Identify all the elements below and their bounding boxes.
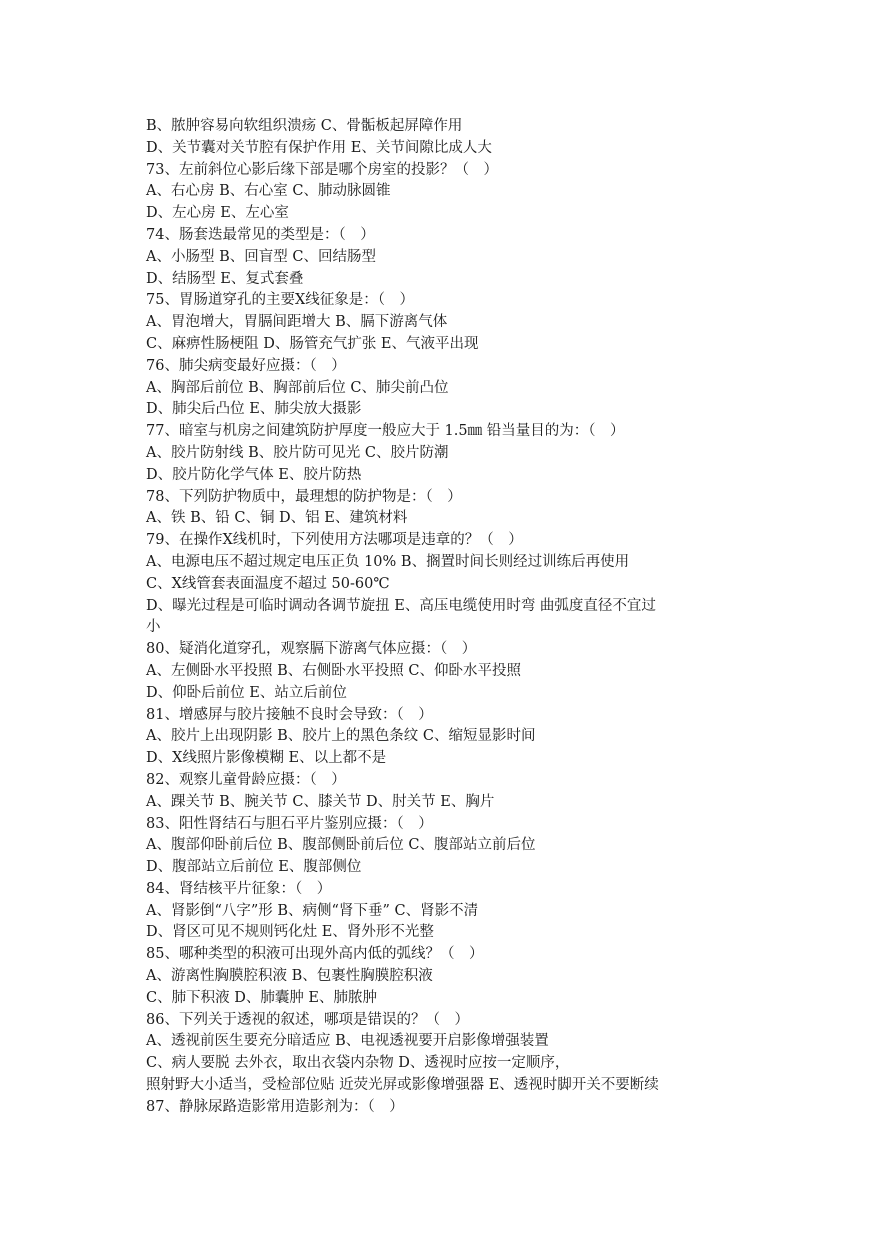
text-line: A、胃泡增大，胃膈间距增大 B、膈下游离气体 bbox=[146, 314, 448, 331]
text-line: D、曝光过程是可临时调动各调节旋扭 E、高压电缆使用时弯 曲弧度直径不宜过 bbox=[146, 597, 656, 614]
question-87: 87、静脉尿路造影常用造影剂为：（ ） bbox=[146, 1098, 404, 1115]
text-line: A、电源电压不超过规定电压正负 10% B、搁置时间长则经过训练后再使用 bbox=[146, 553, 630, 570]
question-83: 83、阳性肾结石与胆石平片鉴别应摄：（ ） bbox=[146, 815, 433, 832]
text-line: D、肺尖后凸位 E、肺尖放大摄影 bbox=[146, 401, 362, 418]
question-74: 74、肠套迭最常见的类型是：（ ） bbox=[146, 226, 375, 243]
text-line: C、肺下积液 D、肺囊肿 E、肺脓肿 bbox=[146, 989, 378, 1006]
question-73: 73、左前斜位心影后缘下部是哪个房室的投影？（ ） bbox=[146, 161, 498, 178]
text-line: A、肾影倒“八字”形 B、病侧“肾下垂” C、肾影不清 bbox=[146, 902, 479, 919]
text-line: A、胶片防射线 B、胶片防可见光 C、胶片防潮 bbox=[146, 444, 449, 461]
text-line: 照射野大小适当，受检部位贴 近荧光屏或影像增强器 E、透视时脚开关不要断续 bbox=[146, 1077, 659, 1094]
text-line: 小 bbox=[146, 619, 161, 636]
text-line: D、腹部站立后前位 E、腹部侧位 bbox=[146, 859, 362, 876]
text-line: D、左心房 E、左心室 bbox=[146, 205, 289, 222]
text-line: D、X线照片影像模糊 E、以上都不是 bbox=[146, 750, 387, 767]
text-line: D、肾区可见不规则钙化灶 E、肾外形不光整 bbox=[146, 924, 434, 941]
text-line: B、脓肿容易向软组织溃疡 C、骨骺板起屏障作用 bbox=[146, 118, 463, 134]
question-77: 77、暗室与机房之间建筑防护厚度一般应大于 1.5㎜ 铅当量目的为：（ ） bbox=[146, 423, 625, 440]
question-79: 79、在操作X线机时，下列使用方法哪项是违章的？（ ） bbox=[146, 532, 523, 549]
text-line: D、仰卧后前位 E、站立后前位 bbox=[146, 684, 347, 701]
text-line: A、踝关节 B、腕关节 C、膝关节 D、肘关节 E、胸片 bbox=[146, 793, 495, 810]
text-line: C、X线管套表面温度不超过 50-60℃ bbox=[146, 575, 390, 592]
text-line: C、麻痹性肠梗阻 D、肠管充气扩张 E、气液平出现 bbox=[146, 335, 479, 352]
text-line: A、胶片上出现阴影 B、胶片上的黑色条纹 C、缩短显影时间 bbox=[146, 728, 536, 745]
question-81: 81、增感屏与胶片接触不良时会导致：（ ） bbox=[146, 706, 433, 723]
text-line: A、右心房 B、右心室 C、肺动脉圆锥 bbox=[146, 183, 391, 200]
question-78: 78、下列防护物质中，最理想的防护物是：（ ） bbox=[146, 488, 462, 505]
question-86: 86、下列关于透视的叙述，哪项是错误的？（ ） bbox=[146, 1011, 469, 1028]
text-line: D、胶片防化学气体 E、胶片防热 bbox=[146, 466, 362, 483]
text-line: A、胸部后前位 B、胸部前后位 C、肺尖前凸位 bbox=[146, 379, 449, 396]
text-line: A、游离性胸膜腔积液 B、包裹性胸膜腔积液 bbox=[146, 968, 433, 985]
question-text-block bbox=[146, 116, 766, 1119]
question-80: 80、疑消化道穿孔，观察膈下游离气体应摄：（ ） bbox=[146, 641, 477, 658]
question-84: 84、肾结核平片征象：（ ） bbox=[146, 880, 332, 897]
text-line: A、小肠型 B、回盲型 C、回结肠型 bbox=[146, 248, 376, 265]
text-line: A、腹部仰卧前后位 B、腹部侧卧前后位 C、腹部站立前后位 bbox=[146, 837, 536, 854]
question-75: 75、胃肠道穿孔的主要X线征象是：（ ） bbox=[146, 292, 415, 309]
text-line: D、结肠型 E、复式套叠 bbox=[146, 270, 304, 287]
question-85: 85、哪种类型的积液可出现外高内低的弧线？（ ） bbox=[146, 946, 484, 963]
question-82: 82、观察儿童骨龄应摄：（ ） bbox=[146, 771, 346, 788]
text-line: A、左侧卧水平投照 B、右侧卧水平投照 C、仰卧水平投照 bbox=[146, 662, 521, 679]
text-line: C、病人要脱 去外衣，取出衣袋内杂物 D、透视时应按一定顺序， bbox=[146, 1055, 570, 1072]
text-line: A、透视前医生要充分暗适应 B、电视透视要开启影像增强装置 bbox=[146, 1033, 549, 1050]
text-line: D、关节囊对关节腔有保护作用 E、关节间隙比成人大 bbox=[146, 139, 492, 156]
text-line: A、铁 B、铅 C、铜 D、铝 E、建筑材料 bbox=[146, 510, 408, 527]
question-76: 76、肺尖病变最好应摄：（ ） bbox=[146, 357, 346, 374]
